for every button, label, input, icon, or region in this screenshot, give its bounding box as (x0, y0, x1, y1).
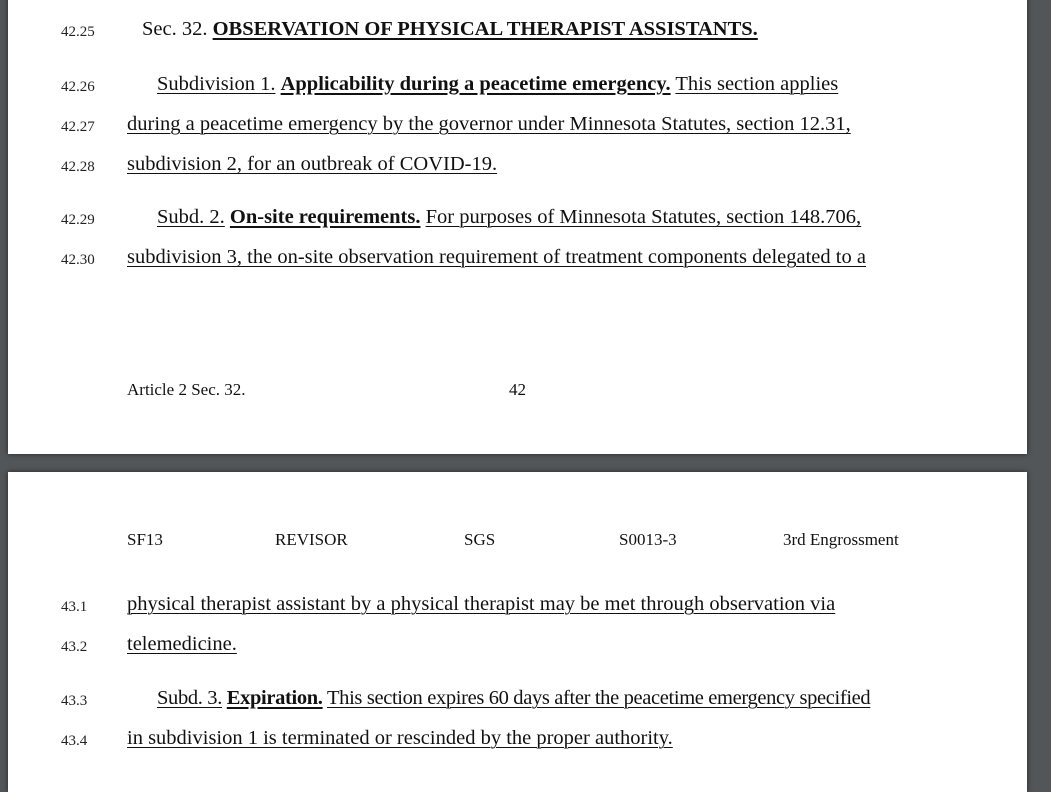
line-43-2 (8, 631, 1027, 661)
line-43-4 (8, 725, 1027, 755)
line-number: 42.27 (61, 119, 95, 135)
line-42-29 (8, 204, 1027, 234)
footer-article-section: Article 2 Sec. 32. (127, 380, 246, 399)
subdivision-2-heading: On-site requirements. (229, 206, 421, 228)
subdivision-1-label: Subdivision 1. (157, 73, 276, 95)
subdivision-3-heading: Expiration. (226, 687, 323, 709)
body-text-line: in subdivision 1 is terminated or rescinded by the proper authority. (127, 727, 673, 749)
subdivision-2-line (157, 204, 861, 230)
body-text-line: subdivision 2, for an outbreak of COVID-19. (127, 153, 498, 175)
header-initials: SGS (464, 530, 496, 549)
line-number: 42.26 (61, 79, 95, 95)
line-42-28 (8, 151, 1027, 181)
section-prefix: Sec. 32. (142, 18, 208, 40)
line-number: 42.30 (61, 252, 95, 268)
line-42-27 (8, 111, 1027, 141)
subdivision-1-text: This section applies (675, 73, 839, 95)
line-number: 42.29 (61, 212, 95, 228)
line-number: 43.2 (61, 639, 88, 655)
line-number: 43.4 (61, 733, 88, 749)
line-42-25 (8, 16, 1027, 46)
subdivision-3-text: This section expires 60 days after the peacetime emergency specified (327, 687, 871, 709)
header-bill-number: SF13 (127, 530, 163, 549)
subdivision-2-text: For purposes of Minnesota Statutes, section 148.706, (425, 206, 862, 228)
header-document-code: S0013-3 (619, 530, 677, 549)
header-revisor: REVISOR (275, 530, 348, 549)
body-text-line: physical therapist assistant by a physical therapist may be met through observation via (127, 593, 836, 615)
body-text-line: telemedicine. (127, 633, 237, 655)
body-text-line: during a peacetime emergency by the governor under Minnesota Statutes, section 12.31, (127, 113, 851, 135)
line-43-3 (8, 685, 1027, 715)
line-42-26 (8, 71, 1027, 101)
section-heading: OBSERVATION OF PHYSICAL THERAPIST ASSISTANTS. (212, 18, 758, 40)
section-heading-line (142, 16, 758, 42)
line-number: 42.25 (61, 24, 95, 40)
footer-page-number: 42 (509, 380, 526, 399)
body-text-line: subdivision 3, the on-site observation requirement of treatment components delegated to a (127, 246, 866, 268)
line-number: 43.1 (61, 599, 88, 615)
line-number: 43.3 (61, 693, 88, 709)
pdf-page-43 (8, 472, 1027, 792)
subdivision-1-heading: Applicability during a peacetime emergency. (280, 73, 671, 95)
subdivision-3-line (157, 685, 870, 711)
subdivision-2-label: Subd. 2. (157, 206, 225, 228)
header-engrossment: 3rd Engrossment (783, 530, 899, 549)
line-number: 42.28 (61, 159, 95, 175)
line-42-30 (8, 244, 1027, 274)
pdf-page-42 (8, 0, 1027, 454)
line-43-1 (8, 591, 1027, 621)
subdivision-1-line (157, 71, 838, 97)
subdivision-3-label: Subd. 3. (157, 687, 222, 709)
